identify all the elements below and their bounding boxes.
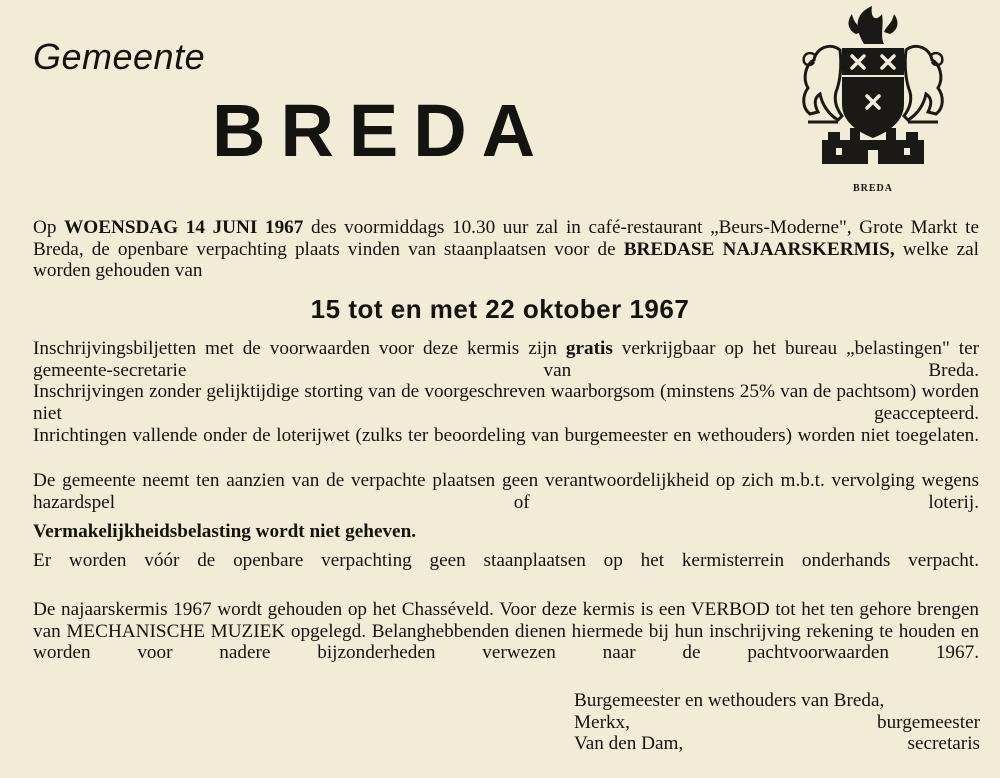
intro-text-3: welke zal worden gehouden van [33, 238, 979, 281]
conditions-text-1b: verkrijgbaar op het bureau „belastingen" ter gemeente-secretarie van Breda. [33, 338, 979, 381]
fair-name: BREDASE NAJAARSKERMIS, [623, 238, 895, 260]
crest-caption: BREDA [852, 183, 893, 194]
conditions-paragraph-4: De gemeente neemt ten aanzien van de verpachte plaatsen geen verantwoordelijkheid op zich m.b.t. vervolging wegens hazardspel of loterij. [33, 470, 979, 513]
secretary-title: secretaris [907, 733, 980, 754]
signature-block [574, 690, 980, 755]
secretary-name: Van den Dam, [574, 733, 684, 754]
municipality-label: Gemeente [33, 36, 206, 77]
conditions-text-1a: Inschrijvingsbiljetten met de voorwaarden voor deze kermis zijn [33, 338, 566, 359]
free-label: gratis [565, 338, 613, 359]
conditions-paragraph-3: Inrichtingen vallende onder de loterijwet (zulks ter beoordeling van burgemeester en wethouders) worden niet toegelaten. [33, 425, 979, 446]
city-title: BREDA [212, 89, 551, 172]
mayor-name: Merkx, [574, 711, 630, 733]
mayor-title: burgemeester [876, 711, 980, 733]
auction-date: WOENSDAG 14 JUNI 1967 [64, 217, 304, 238]
coat-of-arms-icon [792, 4, 954, 170]
no-private-lease-paragraph: Er worden vóór de openbare verpachting geen staanplaatsen op het kermisterrein onderhands verpacht. [33, 550, 979, 571]
location-paragraph: De najaarskermis 1967 wordt gehouden op het Chasséveld. Voor deze kermis is een VERBOD tot het ten gehore brengen van MECHANISCHE MUZIEK opgelegd. Belanghebbenden dienen hiermede bij hun inschrijving rekening te houden en worden voor nadere bijzonderheden verwezen naar de pachtvoorwaarden 1967. [33, 599, 979, 663]
signature-line-mayor [574, 712, 980, 734]
signature-line-secretary [574, 733, 980, 755]
intro-paragraph [33, 217, 979, 282]
signature-line-1 [574, 690, 980, 712]
tax-notice: Vermakelijkheidsbelasting wordt niet geheven. [33, 521, 417, 542]
conditions-paragraph-1 [33, 338, 979, 381]
conditions-paragraph-2: Inschrijvingen zonder gelijktijdige storting van de voorgeschreven waarborgsom (minstens 25% van de pachtsom) worden niet geaccepteerd. [33, 381, 979, 424]
intro-text-1: Op [33, 217, 65, 238]
fair-dates-heading: 15 tot en met 22 oktober 1967 [310, 294, 690, 324]
signatories: Burgemeester en wethouders van Breda, [574, 690, 885, 711]
intro-text-2: des voormiddags 10.30 uur zal in café-restaurant „Beurs-Moderne", Grote Markt te Breda, de openbare verpachting plaats vinden van staanplaatsen voor de [33, 217, 979, 260]
